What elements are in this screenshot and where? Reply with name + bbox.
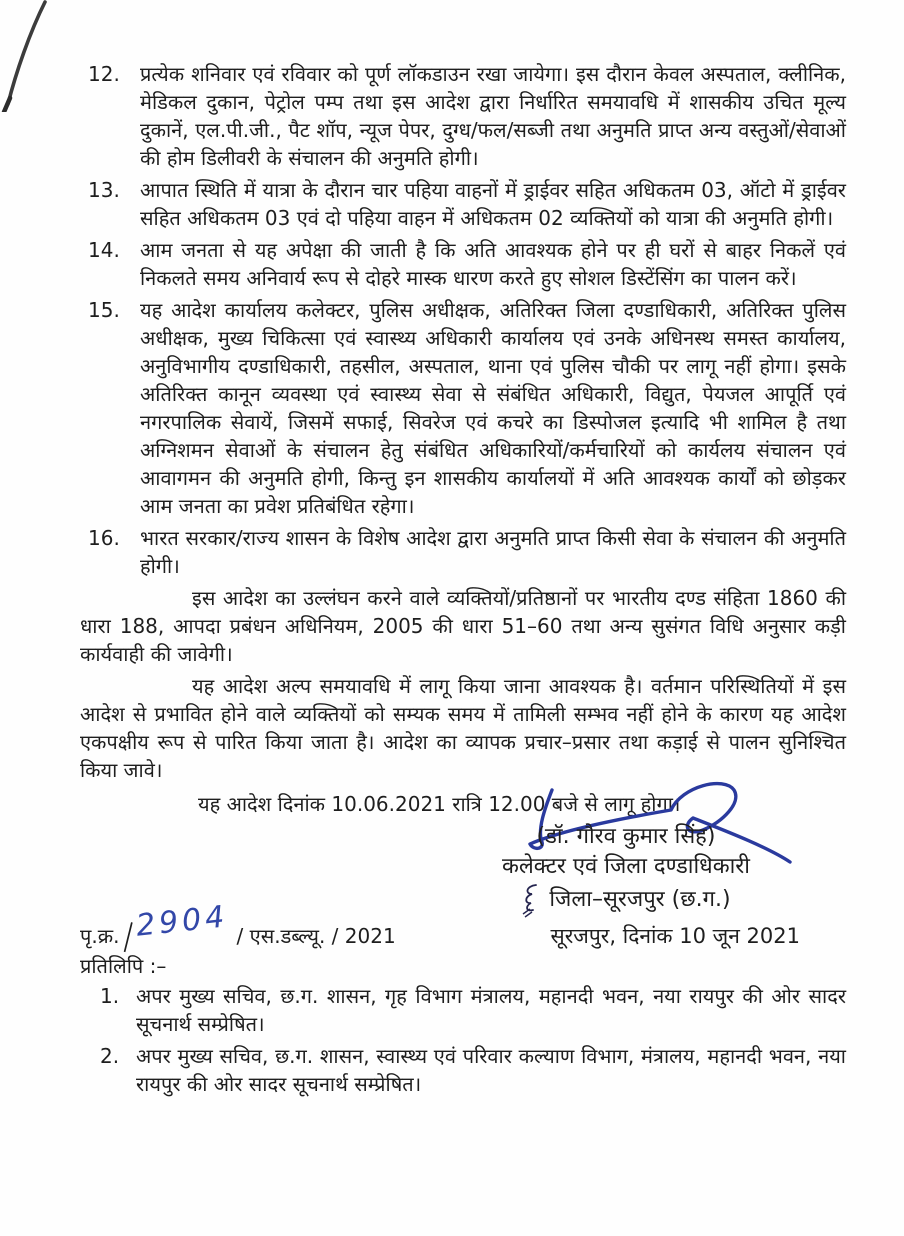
copy-recipient-1 xyxy=(100,982,846,1038)
copy-item-number: 1. xyxy=(100,984,120,1008)
copy-item-number: 2. xyxy=(100,1044,120,1068)
copy-item-text: अपर मुख्य सचिव, छ.ग. शासन, गृह विभाग मंत्रालय, महानदी भवन, नया रायपुर की ओर सादर सूचनार्थ सम्प्रेषित। xyxy=(136,984,846,1036)
order-item-12 xyxy=(80,60,846,172)
slash-mark: / xyxy=(123,912,134,960)
signatory-district xyxy=(446,882,806,918)
order-item-15 xyxy=(80,296,846,520)
corner-pen-mark-icon xyxy=(0,0,70,112)
order-item-number: 14. xyxy=(88,238,120,262)
order-item-number: 16. xyxy=(88,526,120,550)
ref-suffix: / एस.डब्ल्यू. / 2021 xyxy=(236,924,396,948)
handwritten-ref-number: 2904 xyxy=(134,899,231,944)
order-item-list xyxy=(80,60,846,580)
order-item-16 xyxy=(80,524,846,580)
reference-number-line xyxy=(80,899,396,960)
order-item-text: भारत सरकार/राज्य शासन के विशेष आदेश द्वारा अनुमति प्राप्त किसी सेवा के संचालन की अनुमति होगी। xyxy=(140,526,846,578)
copy-item-text: अपर मुख्य सचिव, छ.ग. शासन, स्वास्थ्य एवं परिवार कल्याण विभाग, मंत्रालय, महानदी भवन, नया रायपुर की ओर सादर सूचनार्थ सम्प्रेषित। xyxy=(136,1044,846,1096)
effective-date-line: यह आदेश दिनांक 10.06.2021 रात्रि 12.00 बजे से लागू होगा। xyxy=(198,792,681,816)
district-text: जिला–सूरजपुर (छ.ग.) xyxy=(549,887,731,912)
signatory-name: (डॉ. गौरव कुमार सिंह) xyxy=(536,824,716,849)
initial-scribble-icon xyxy=(521,882,541,918)
place-date-line: सूरजपुर, दिनांक 10 जून 2021 xyxy=(550,924,800,948)
order-item-number: 13. xyxy=(88,178,120,202)
signature-block xyxy=(446,822,806,918)
penalty-paragraph: इस आदेश का उल्लंघन करने वाले व्यक्तियों/प्रतिष्ठानों पर भारतीय दण्ड संहिता 1860 की धारा 188, आपदा प्रबंधन अधिनियम, 2005 की धारा 51–60 तथा अन्य सुसंगत विधि अनुसार कड़ी कार्यवाही की जावेगी। xyxy=(80,586,846,666)
copy-recipient-list xyxy=(100,982,846,1098)
order-item-text: आपात स्थिति में यात्रा के दौरान चार पहिया वाहनों में ड्राईवर सहित अधिकतम 03, ऑटो में ड्राईवर सहित अधिकतम 03 एवं दो पहिया वाहन में अधिकतम 02 व्यक्तियों को यात्रा की अनुमति होगी। xyxy=(140,178,846,230)
order-item-text: यह आदेश कार्यालय कलेक्टर, पुलिस अधीक्षक, अतिरिक्त जिला दण्डाधिकारी, अतिरिक्त पुलिस अधीक्षक, मुख्य चिकित्सा एवं स्वास्थ्य अधिकारी कार्यालय एवं उनके अधिनस्थ समस्त कार्यालय, अनुविभागीय दण्डाधिकारी, तहसील, अस्पताल, थाना एवं पुलिस चौकी पर लागू नहीं होगा। इसके अतिरिक्त कानून व्यवस्था एवं स्वास्थ्य सेवा से संबंधित अधिकारी, विद्युत, पेयजल आपूर्ति एवं नगरपालिक सेवायें, जिसमें सफाई, सिवरेज एवं कचरे का डिस्पोजल इत्यादि भी शामिल है तथा अग्निशमन सेवाओं के संचालन हेतु संबंधित अधिकारियों/कर्मचारियों को कार्यलय संचालन एवं आवागमन की अनुमति होगी, किन्तु इन शासकीय कार्यालयों में अति आवश्यक कार्यों को छोड़कर आम जनता का प्रवेश प्रतिबंधित रहेगा। xyxy=(140,298,846,518)
order-item-number: 12. xyxy=(88,62,120,86)
ex-parte-paragraph: यह आदेश अल्प समयावधि में लागू किया जाना आवश्यक है। वर्तमान परिस्थितियों में इस आदेश से प्रभावित होने वाले व्यक्तियों को सम्यक समय में तामिली सम्भव नहीं होने के कारण यह आदेश एकपक्षीय रूप से पारित किया जाता है। आदेश का व्यापक प्रचार–प्रसार तथा कड़ाई से पालन सुनिश्चित किया जावे। xyxy=(80,674,846,782)
order-item-number: 15. xyxy=(88,298,120,322)
order-item-13 xyxy=(80,176,846,232)
order-item-text: आम जनता से यह अपेक्षा की जाती है कि अति आवश्यक होने पर ही घरों से बाहर निकलें एवं निकलते समय अनिवार्य रूप से दोहरे मास्क धारण करते हुए सोशल डिस्टेंसिंग का पालन करें। xyxy=(140,238,846,290)
ref-prefix: पृ.क्र. xyxy=(80,924,120,948)
signatory-title: कलेक्टर एवं जिला दण्डाधिकारी xyxy=(501,854,751,879)
copy-to-label: प्रतिलिपि :– xyxy=(80,954,167,978)
order-item-14 xyxy=(80,236,846,292)
copy-recipient-2 xyxy=(100,1042,846,1098)
order-item-text: प्रत्येक शनिवार एवं रविवार को पूर्ण लॉकडाउन रखा जायेगा। इस दौरान केवल अस्पताल, क्लीनिक, मेडिकल दुकान, पेट्रोल पम्प तथा इस आदेश द्वारा निर्धारित समयावधि में शासकीय उचित मूल्य दुकानें, एल.पी.जी., पैट शॉप, न्यूज पेपर, दुग्ध/फल/सब्जी तथा अनुमति प्राप्त अन्य वस्तुओं/सेवाओं की होम डिलीवरी के संचालन की अनुमति होगी। xyxy=(140,62,846,170)
